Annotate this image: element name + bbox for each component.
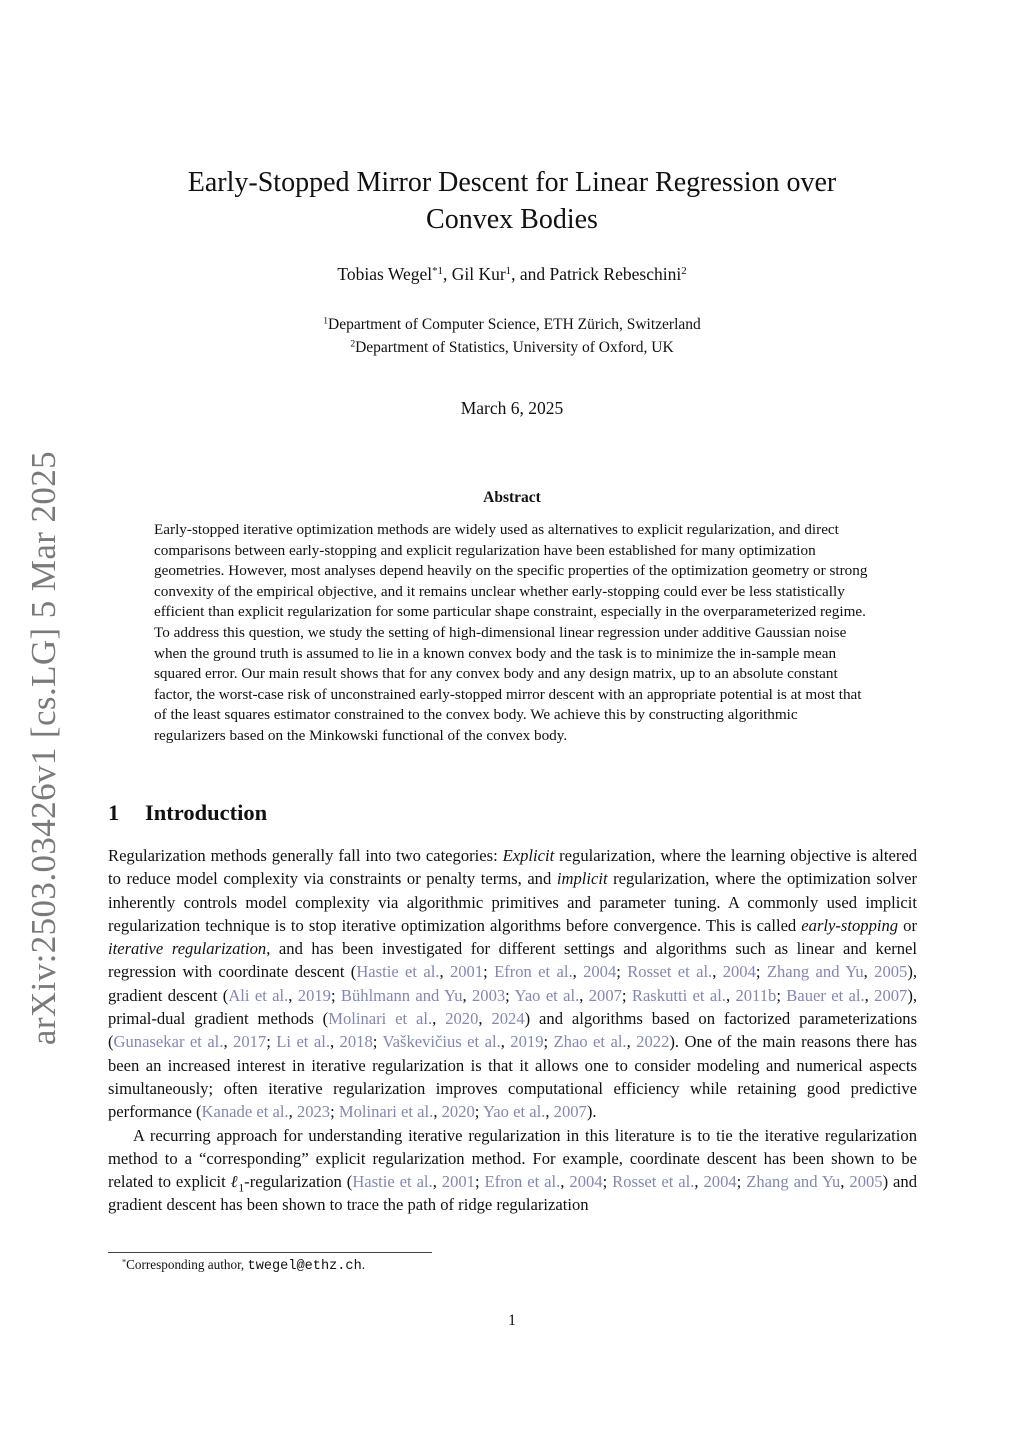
paper-date: March 6, 2025 xyxy=(460,398,564,418)
author-mark: 2 xyxy=(681,265,687,278)
citation-link[interactable]: Zhang and Yu xyxy=(746,1172,841,1192)
footnote-end: . xyxy=(361,1257,366,1272)
text-run: , xyxy=(439,962,450,982)
citation-link[interactable]: Zhao et al. xyxy=(553,1032,627,1052)
text-run: , xyxy=(572,962,584,982)
author-name: Tobias Wegel xyxy=(337,264,433,284)
text-run: A recurring approach for understanding iterative regularization in this literature is to tie the iterative regularization method to a “corresponding” explicit regularization method. For example, coordinate descent has been shown to be related to explicit xyxy=(108,1125,917,1192)
citation-link[interactable]: Hastie et al. xyxy=(356,962,440,982)
text-run: ; xyxy=(330,1102,339,1122)
citation-link[interactable]: 2007 xyxy=(588,985,622,1005)
text-run: -regularization ( xyxy=(244,1172,353,1192)
text-run: , xyxy=(500,1032,511,1052)
citation-link[interactable]: Rosset et al. xyxy=(612,1172,695,1192)
citation-link[interactable]: Molinari et al. xyxy=(328,1009,433,1029)
footnote-text: Corresponding author, xyxy=(126,1257,248,1272)
title-line-2: Convex Bodies xyxy=(426,204,598,235)
text-run: ; xyxy=(474,1102,483,1122)
citation-link[interactable]: Molinari et al. xyxy=(338,1102,434,1122)
text-run: regularization, where the learning objective is altered to reduce model complexity via constraints or penalty terms, and xyxy=(108,846,918,889)
citation-link[interactable]: 2005 xyxy=(849,1172,883,1192)
author-mark: 1 xyxy=(505,265,512,278)
citation-link[interactable]: 2020 xyxy=(441,1102,475,1122)
text-run: ; xyxy=(776,985,787,1005)
citation-link[interactable]: 2019 xyxy=(297,985,331,1005)
affiliation xyxy=(112,336,912,359)
author-name: Gil Kur xyxy=(451,264,506,284)
author-mark: *1 xyxy=(432,265,443,278)
citation-link[interactable]: 2001 xyxy=(449,962,484,982)
text-run: , xyxy=(223,1032,234,1052)
text-run: ; xyxy=(616,962,628,982)
text-run: ; xyxy=(602,1172,613,1192)
text-run: ). One of the main reasons there has been an increased interest in iterative regularization is that it allows one to consider modeling and numerical aspects simultaneously; often iterative regularization improves computational efficiency while retaining good predictive performance ( xyxy=(108,1032,917,1122)
introduction-body xyxy=(108,844,917,1217)
citation-link[interactable]: Kanade et al. xyxy=(201,1102,289,1122)
text-run: , xyxy=(712,962,723,982)
citation-link[interactable]: 2004 xyxy=(722,962,756,982)
citation-link[interactable]: Rosset et al. xyxy=(627,962,713,982)
paragraph xyxy=(108,844,917,1124)
citation-link[interactable]: Bühlmann and Yu xyxy=(340,985,463,1005)
text-run: , xyxy=(864,985,875,1005)
affiliation-mark: 1 xyxy=(323,315,329,327)
text-run: , xyxy=(432,1172,442,1192)
text-run: , xyxy=(694,1172,704,1192)
text-run: ; xyxy=(266,1032,277,1052)
citation-link[interactable]: 2017 xyxy=(233,1032,267,1052)
author-email[interactable]: twegel@ethz.ch xyxy=(247,1259,362,1274)
citation-link[interactable]: Efron et al. xyxy=(494,962,573,982)
text-run: ; xyxy=(505,985,515,1005)
text-run: or xyxy=(898,915,917,935)
emphasis: early-stopping xyxy=(801,915,899,935)
emphasis: Explicit xyxy=(502,846,555,865)
citation-link[interactable]: Efron et al. xyxy=(484,1172,561,1192)
text-run: ; xyxy=(330,985,341,1005)
math-subscript: 1 xyxy=(238,1181,245,1195)
footnote xyxy=(122,1256,365,1276)
text-run: Regularization methods generally fall into two categories: xyxy=(108,846,503,865)
citation-link[interactable]: 2005 xyxy=(874,962,908,982)
abstract-heading: Abstract xyxy=(483,489,541,506)
text-run: , xyxy=(288,985,298,1005)
text-run: , xyxy=(478,1009,492,1029)
affiliation-text: Department of Computer Science, ETH Zürich, Switzerland xyxy=(328,316,701,333)
affiliations xyxy=(112,313,912,359)
citation-link[interactable]: 2007 xyxy=(874,985,908,1005)
text-run: , xyxy=(329,1032,340,1052)
citation-link[interactable]: 2024 xyxy=(491,1009,525,1029)
text-run: ; xyxy=(372,1032,383,1052)
text-run: ), gradient descent ( xyxy=(108,962,918,1005)
text-run: , xyxy=(545,1102,554,1122)
citation-link[interactable]: Yao et al. xyxy=(482,1102,546,1122)
text-run: ; xyxy=(474,1172,485,1192)
arxiv-identifier: arXiv:2503.03426v1 [cs.LG] 5 Mar 2025 xyxy=(24,450,63,1046)
affiliation-mark: 2 xyxy=(350,338,356,350)
text-run: ; xyxy=(483,962,495,982)
text-run: ; xyxy=(543,1032,554,1052)
emphasis: implicit xyxy=(556,869,608,889)
author-name: Patrick Rebeschini xyxy=(549,264,682,284)
text-run: ; xyxy=(755,962,767,982)
citation-link[interactable]: 2004 xyxy=(583,962,617,982)
citation-link[interactable]: 2022 xyxy=(636,1032,670,1052)
section-number: 1 xyxy=(108,800,120,825)
text-run: regularization, where the optimization solver inherently controls model complexity via algorithmic primitives and parameter tuning. A commonly used implicit regularization technique is to stop iterative optimization algorithms before convergence. This is called xyxy=(108,869,917,935)
citation-link[interactable]: 2011b xyxy=(735,985,777,1005)
text-run: , xyxy=(433,1102,442,1122)
citation-link[interactable]: 2019 xyxy=(510,1032,544,1052)
text-run: ; xyxy=(736,1172,747,1192)
page-number: 1 xyxy=(508,1312,516,1329)
text-run: , xyxy=(725,985,736,1005)
text-run: ) and algorithms based on factorized parameterizations ( xyxy=(108,1009,918,1052)
text-run: , xyxy=(626,1032,637,1052)
section-heading xyxy=(108,798,267,828)
citation-link[interactable]: Yao et al. xyxy=(514,985,580,1005)
text-run: , xyxy=(288,1102,297,1122)
paper-title xyxy=(112,164,912,238)
text-run: , xyxy=(462,985,472,1005)
text-run: ) and gradient descent has been shown to trace the path of ridge regularization xyxy=(108,1172,918,1215)
author-separator: , xyxy=(442,264,452,284)
citation-link[interactable]: Vaškevičius et al. xyxy=(382,1032,501,1052)
citation-link[interactable]: Li et al. xyxy=(276,1032,330,1052)
citation-link[interactable]: Ali et al. xyxy=(228,985,289,1005)
citation-link[interactable]: 2001 xyxy=(441,1172,475,1192)
citation-link[interactable]: Gunasekar et al. xyxy=(113,1032,224,1052)
text-run: , and has been investigated for different settings and algorithms such as linear and kernel regression with coordinate descent ( xyxy=(108,939,917,982)
abstract-body: Early-stopped iterative optimization methods are widely used as alternatives to explicit regularization, and direct comparisons between early-stopping and explicit regularization have been established for many optimization geometries. However, most analyses depend heavily on the specific properties of the optimization geometry or strong convexity of the empirical objective, and it remains unclear whether early-stopping could ever be less statistically efficient than explicit regularization for some particular shape constraint, especially in the overparameterized regime. To address this question, we study the setting of high-dimensional linear regression under additive Gaussian noise when the ground truth is assumed to lie in a known convex body and the task is to minimize the in-sample mean squared error. Our main result shows that for any convex body and any design matrix, up to an absolute constant factor, the worst-case risk of unconstrained early-stopped mirror descent with an appropriate potential is at most that of the least squares estimator constrained to the convex body. We achieve this by constructing algorithmic regularizers based on the Minkowski functional of the convex body. xyxy=(154,521,868,744)
citation-link[interactable]: Bauer et al. xyxy=(786,985,865,1005)
emphasis: iterative regularization xyxy=(108,939,267,959)
math-symbol: ℓ xyxy=(230,1172,239,1192)
citation-link[interactable]: 2020 xyxy=(445,1009,479,1029)
text-run: , xyxy=(432,1009,446,1029)
citation-link[interactable]: Raskutti et al. xyxy=(631,985,726,1005)
footnote-rule xyxy=(108,1252,432,1253)
text-run: ; xyxy=(621,985,632,1005)
text-run: , xyxy=(863,962,875,982)
text-run: ). xyxy=(586,1102,597,1122)
footnote-mark: * xyxy=(122,1257,127,1267)
text-run: , xyxy=(840,1172,850,1192)
citation-link[interactable]: 2003 xyxy=(471,985,506,1005)
citation-link[interactable]: 2004 xyxy=(703,1172,737,1192)
author-separator: , and xyxy=(511,264,550,284)
section-title: Introduction xyxy=(145,800,268,825)
citation-link[interactable]: 2018 xyxy=(339,1032,373,1052)
citation-link[interactable]: 2007 xyxy=(553,1102,587,1122)
text-run: , xyxy=(579,985,589,1005)
affiliation xyxy=(112,313,912,336)
citation-link[interactable]: Zhang and Yu xyxy=(766,962,864,982)
citation-link[interactable]: 2023 xyxy=(296,1102,331,1122)
author-list xyxy=(112,262,912,286)
citation-link[interactable]: Hastie et al. xyxy=(352,1172,433,1192)
paragraph xyxy=(108,1124,917,1217)
affiliation-text: Department of Statistics, University of Oxford, UK xyxy=(355,339,674,356)
title-line-1: Early-Stopped Mirror Descent for Linear Regression over xyxy=(187,167,837,198)
text-run: ), primal-dual gradient methods ( xyxy=(108,985,918,1029)
citation-link[interactable]: 2004 xyxy=(569,1172,603,1192)
text-run: , xyxy=(560,1172,570,1192)
